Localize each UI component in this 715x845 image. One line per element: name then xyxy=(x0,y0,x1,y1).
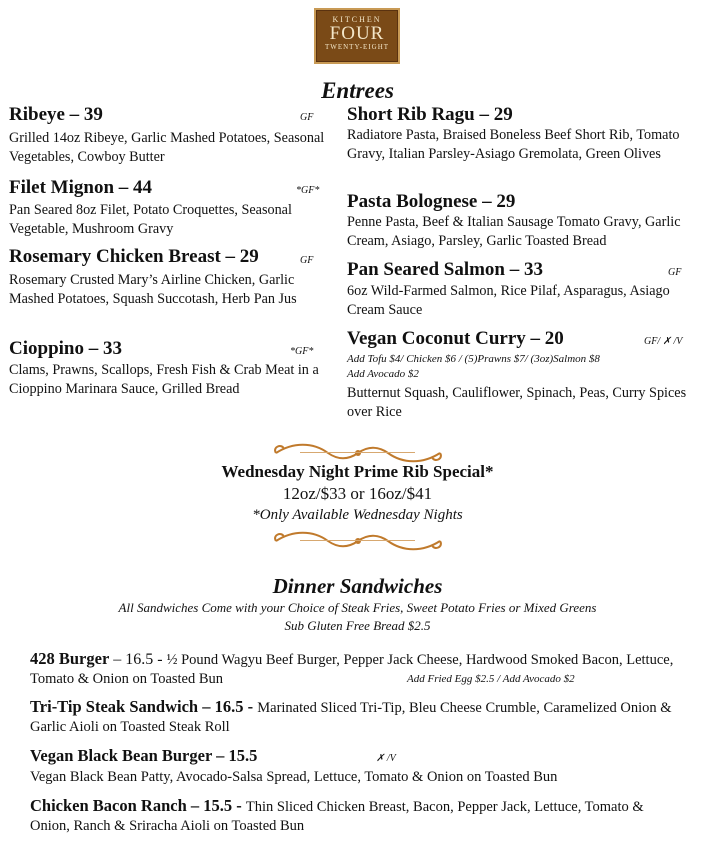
sandwiches-title: Dinner Sandwiches xyxy=(272,574,443,598)
sandwich-tri-tip-desc: Marinated Sliced Tri-Tip, Bleu Cheese Crumble, Caramelized Onion & Garlic Aioli on Toasted Steak Roll xyxy=(30,700,672,735)
entree-chicken-desc: Rosemary Crusted Mary’s Airline Chicken, Garlic Mashed Potatoes, Squash Succotash, Herb Pan Jus xyxy=(9,272,297,307)
sandwich-tri-tip-name: Tri-Tip Steak Sandwich – 16.5 - xyxy=(30,697,258,716)
sandwich-chicken-bacon-ranch xyxy=(30,796,680,836)
sandwiches-sides-note: All Sandwiches Come with your Choice of Steak Fries, Sweet Potato Fries or Mixed Greens xyxy=(118,600,597,615)
special-price: 12oz/$33 or 16oz/$41 xyxy=(282,484,433,503)
entree-chicken-title: Rosemary Chicken Breast – 29 xyxy=(9,246,259,267)
sandwich-vegan-burger-desc: Vegan Black Bean Patty, Avocado-Salsa Spread, Lettuce, Tomato & Onion on Toasted Bun xyxy=(30,769,558,785)
sandwiches-gf-bread-note: Sub Gluten Free Bread $2.5 xyxy=(284,618,431,633)
ornament-rule-top xyxy=(300,452,415,453)
sandwich-chicken-bacon-ranch-name: Chicken Bacon Ranch – 15.5 - xyxy=(30,796,246,815)
sandwich-vegan-burger-title-row xyxy=(30,746,680,767)
entree-filet-tag: *GF* xyxy=(296,185,320,196)
logo-line-2: FOUR xyxy=(329,23,385,44)
sandwich-428-burger xyxy=(30,649,680,689)
entree-cioppino-tag: *GF* xyxy=(290,346,314,357)
entree-cioppino-title: Cioppino – 33 xyxy=(9,338,122,359)
entree-cioppino-desc: Clams, Prawns, Scallops, Fresh Fish & Crab Meat in a Cioppino Marinara Sauce, Grilled Bread xyxy=(9,362,319,397)
sandwich-428-burger-desc: ½ Pound Wagyu Beef Burger, Pepper Jack Cheese, Hardwood Smoked Bacon, Lettuce, Tomato & Onion on Toasted Bun xyxy=(30,652,674,687)
entree-ribeye-title: Ribeye – 39 xyxy=(9,104,103,125)
sandwich-vegan-burger-tag: ✗ /V xyxy=(376,753,396,764)
ornament-rule-bottom xyxy=(300,540,415,541)
entree-curry-desc: Butternut Squash, Cauliflower, Spinach, Peas, Curry Spices over Rice xyxy=(347,385,687,420)
entree-salmon-desc: 6oz Wild-Farmed Salmon, Rice Pilaf, Asparagus, Asiago Cream Sauce xyxy=(347,283,670,318)
entree-ribeye-tag: GF xyxy=(300,112,314,123)
entree-shortrib-title: Short Rib Ragu – 29 xyxy=(347,104,513,125)
sandwich-tri-tip xyxy=(30,697,680,737)
entree-salmon-title: Pan Seared Salmon – 33 xyxy=(347,259,544,280)
entrees-title: Entrees xyxy=(321,78,394,103)
logo-line-1: KITCHEN xyxy=(332,15,382,24)
restaurant-logo xyxy=(314,8,400,64)
entree-filet-title: Filet Mignon – 44 xyxy=(9,177,153,198)
logo-line-3: TWENTY-EIGHT xyxy=(324,43,390,51)
sandwich-vegan-burger-name: Vegan Black Bean Burger – 15.5 xyxy=(30,746,258,765)
entree-shortrib-desc: Radiatore Pasta, Braised Boneless Beef Short Rib, Tomato Gravy, Italian Parsley-Asiago Gremolata, Green Olives xyxy=(347,127,680,162)
sandwich-428-burger-name: 428 Burger xyxy=(30,649,110,668)
entree-salmon-tag: GF xyxy=(668,267,682,278)
special-title: Wednesday Night Prime Rib Special* xyxy=(221,462,494,481)
sandwich-428-burger-addon: Add Fried Egg $2.5 / Add Avocado $2 xyxy=(407,673,575,685)
entree-curry-addon-avocado: Add Avocado $2 xyxy=(347,368,419,380)
entree-filet-desc: Pan Seared 8oz Filet, Potato Croquettes, Seasonal Vegetable, Mushroom Gravy xyxy=(9,202,292,237)
entree-chicken-tag: GF xyxy=(300,255,314,266)
entree-curry-addon-protein: Add Tofu $4/ Chicken $6 / (5)Prawns $7/ (3oz)Salmon $8 xyxy=(347,353,600,365)
ornament-divider-bottom xyxy=(268,528,448,554)
entree-bolognese-title: Pasta Bolognese – 29 xyxy=(347,191,516,212)
sandwich-428-burger-price: – 16.5 - xyxy=(109,651,167,668)
sandwich-chicken-bacon-ranch-desc: Thin Sliced Chicken Breast, Bacon, Pepper Jack, Lettuce, Tomato & Onion, Ranch & Sriracha Aioli on Toasted Bun xyxy=(30,799,644,834)
entree-ribeye-desc: Grilled 14oz Ribeye, Garlic Mashed Potatoes, Seasonal Vegetables, Cowboy Butter xyxy=(9,130,325,165)
special-note: *Only Available Wednesday Nights xyxy=(252,507,463,523)
entree-curry-tag: GF/ ✗ /V xyxy=(644,336,683,347)
entree-curry-title: Vegan Coconut Curry – 20 xyxy=(347,328,564,349)
entree-bolognese-desc: Penne Pasta, Beef & Italian Sausage Tomato Gravy, Garlic Cream, Asiago, Parsley, Garlic Toasted Bread xyxy=(347,214,681,249)
